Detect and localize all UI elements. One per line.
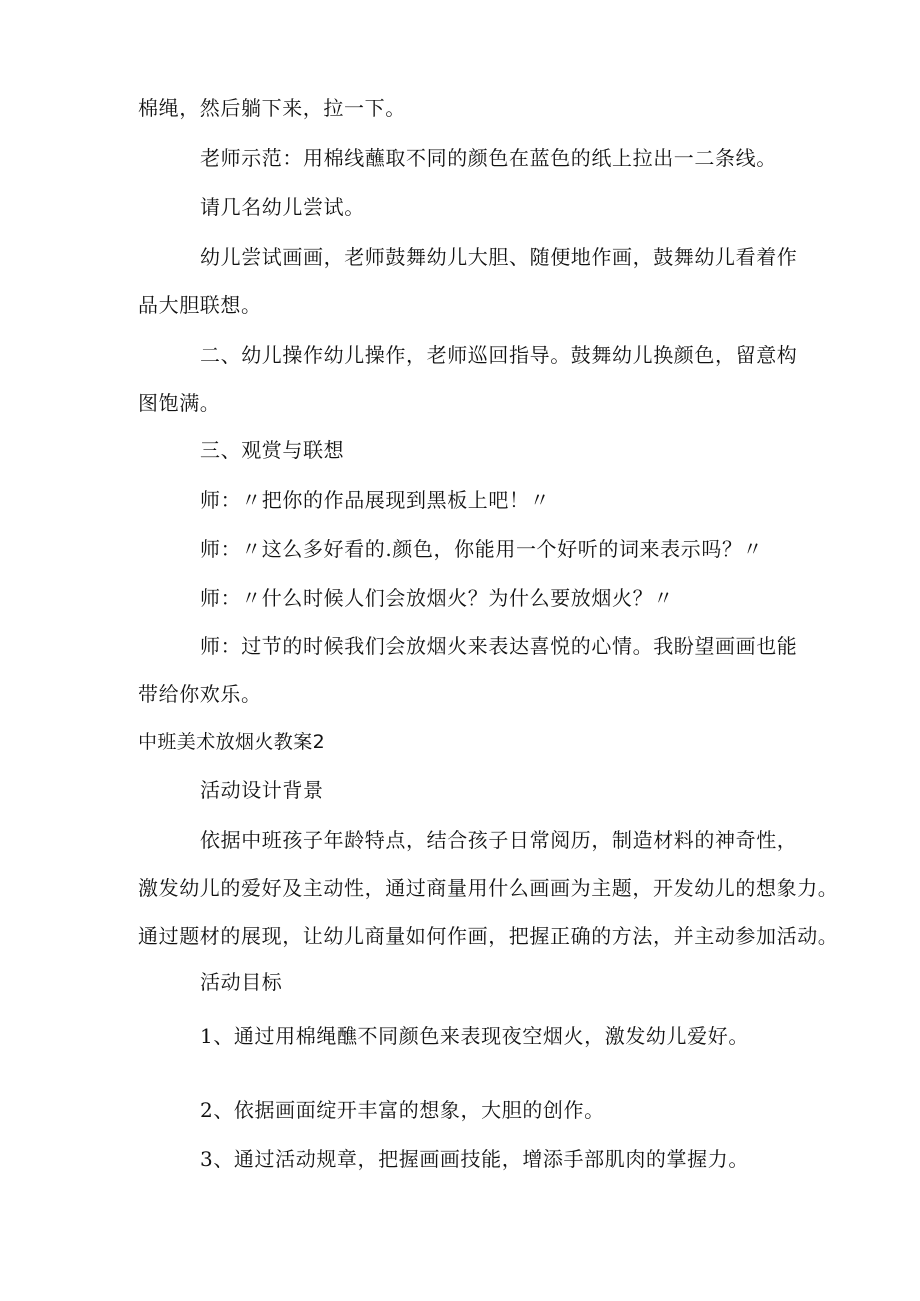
section-heading: 活动设计背景 — [200, 778, 324, 802]
goal-item: 3、通过活动规章，把握画画技能，增添手部肌肉的掌握力。 — [200, 1147, 749, 1171]
text-line: 幼儿尝试画画，老师鼓舞幼儿大胆、随便地作画，鼓舞幼儿看着作 — [200, 245, 798, 269]
text-line: 棉绳，然后躺下来，拉一下。 — [138, 96, 406, 120]
goal-item: 1、通过用棉绳醮不同颜色来表现夜空烟火，激发幼儿爱好。 — [200, 1024, 749, 1048]
text-line: 通过题材的展现，让幼儿商量如何作画，把握正确的方法，并主动参加活动。 — [138, 924, 839, 948]
dialogue-line: 师：〃把你的作品展现到黑板上吧！〃 — [200, 488, 551, 512]
dialogue-line: 师：〃这么多好看的.颜色，你能用一个好听的词来表示吗？〃 — [200, 537, 764, 561]
text-line: 带给你欢乐。 — [138, 682, 262, 706]
dialogue-line: 师：〃什么时候人们会放烟火？为什么要放烟火？〃 — [200, 586, 674, 610]
dialogue-line: 师：过节的时候我们会放烟火来表达喜悦的心情。我盼望画画也能 — [200, 634, 798, 658]
section-heading: 活动目标 — [200, 970, 283, 994]
text-line: 请几名幼儿尝试。 — [200, 195, 365, 219]
text-line: 依据中班孩子年龄特点，结合孩子日常阅历，制造材料的神奇性， — [200, 828, 798, 852]
text-line: 图饱满。 — [138, 391, 221, 415]
section-heading: 三、观赏与联想 — [200, 438, 345, 462]
goal-item: 2、依据画面绽开丰富的想象，大胆的创作。 — [200, 1098, 605, 1122]
text-line: 二、幼儿操作幼儿操作，老师巡回指导。鼓舞幼儿换颜色，留意构 — [200, 343, 798, 367]
text-line: 品大胆联想。 — [138, 293, 262, 317]
document-title: 中班美术放烟火教案2 — [138, 731, 326, 753]
text-line: 老师示范：用棉线蘸取不同的颜色在蓝色的纸上拉出一二条线。 — [200, 146, 777, 170]
text-line: 激发幼儿的爱好及主动性，通过商量用什么画画为主题，开发幼儿的想象力。 — [138, 876, 839, 900]
